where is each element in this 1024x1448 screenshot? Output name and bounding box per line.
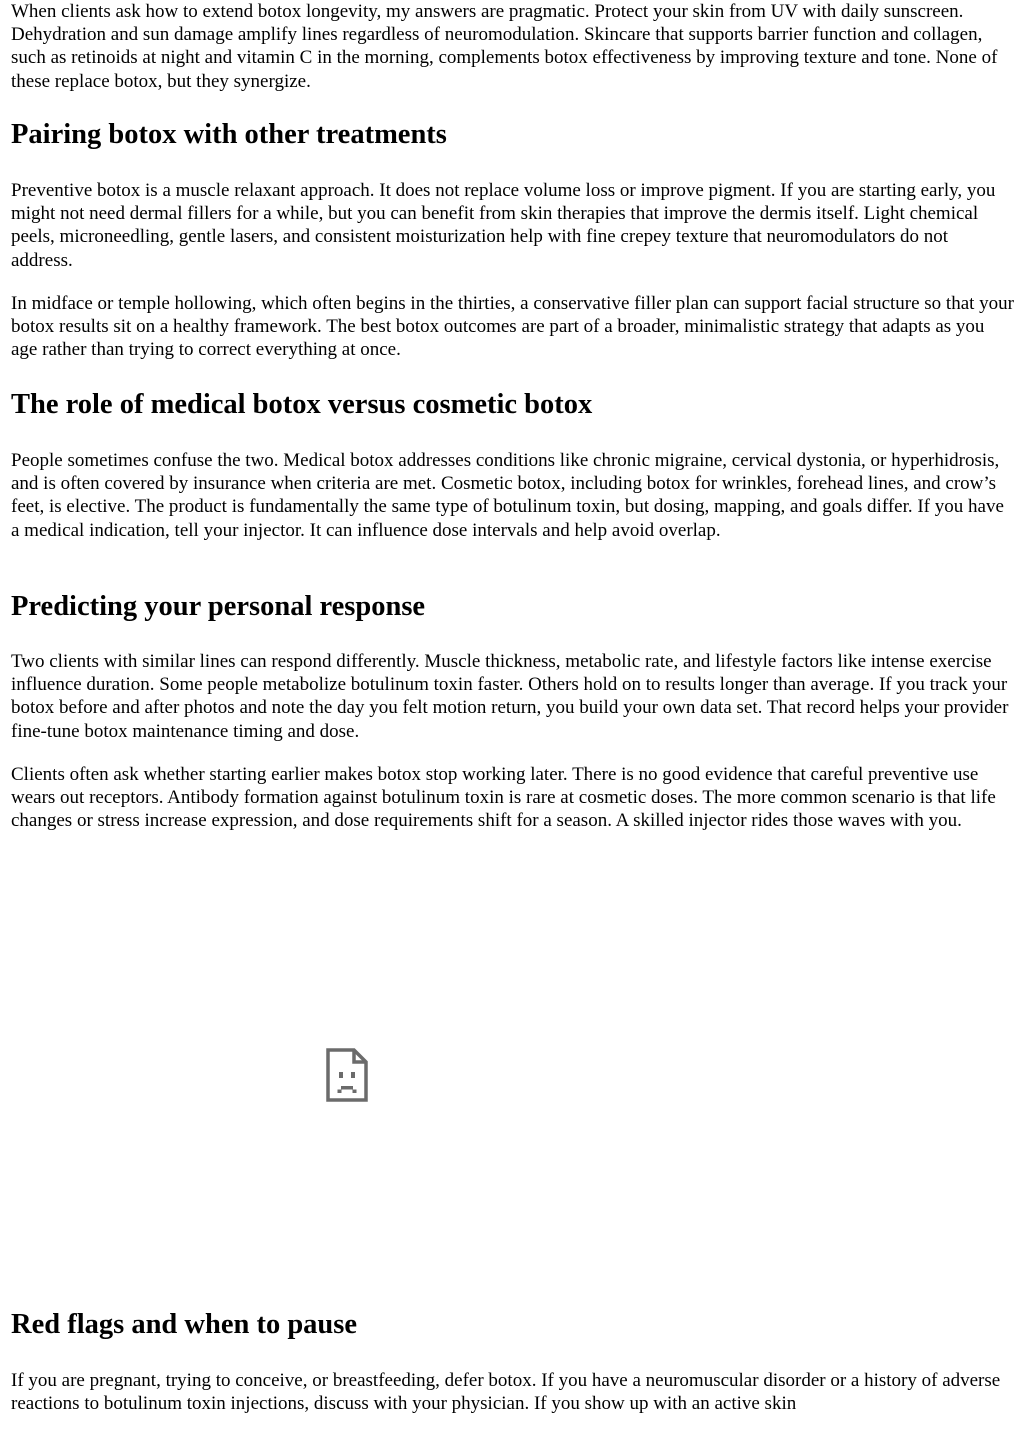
paragraph-longevity: When clients ask how to extend botox longevity, my answers are pragmatic. Protect your skin from UV with daily sunscreen. Dehydration and sun damage amplify lines regardless of neuromodulation. Skincare that supports barrier function and collagen, such as retinoids at night and vitamin C in the morning, complements botox effectiveness by improving texture and tone. None of these replace botox, but they synergize. <box>11 1 998 92</box>
broken-image-icon <box>320 1044 374 1106</box>
paragraph-predicting-1: Two clients with similar lines can respond differently. Muscle thickness, metabolic rate, and lifestyle factors like intense exercise influence duration. Some people metabolize botulinum toxin faster. Others hold on to results longer than average. If you track your botox before and after photos and note the day you felt motion return, you build your own data set. That record helps your provider fine-tune botox maintenance timing and dose. <box>11 651 1009 742</box>
heading-pairing-treatments: Pairing botox with other treatments <box>11 119 447 150</box>
paragraph-red-flags: If you are pregnant, trying to conceive, or breastfeeding, defer botox. If you have a neuromuscular disorder or a history of adverse reactions to botulinum toxin injections, discuss with your physician. If you show up with an active skin <box>11 1370 1001 1415</box>
paragraph-medical: People sometimes confuse the two. Medical botox addresses conditions like chronic migraine, cervical dystonia, or hyperhidrosis, and is often covered by insurance when criteria are met. Cosmetic botox, including botox for wrinkles, forehead lines, and crow’s feet, is elective. The product is fundamentally the same type of botulinum toxin, but dosing, mapping, and goals differ. If you have a medical indication, tell your injector. It can influence dose intervals and help avoid overlap. <box>11 450 1004 541</box>
heading-predicting-response: Predicting your personal response <box>11 591 426 622</box>
paragraph-predicting-2: Clients often ask whether starting earlier makes botox stop working later. There is no good evidence that careful preventive use wears out receptors. Antibody formation against botulinum toxin is rare at cosmetic doses. The more common scenario is that life changes or stress increase expression, and dose requirements shift for a season. A skilled injector rides those waves with you. <box>11 764 996 832</box>
paragraph-pairing-2: In midface or temple hollowing, which often begins in the thirties, a conservative filler plan can support facial structure so that your botox results sit on a healthy framework. The best botox outcomes are part of a broader, minimalistic strategy that adapts as you age rather than trying to correct everything at once. <box>11 293 1015 361</box>
heading-medical-vs-cosmetic: The role of medical botox versus cosmetic botox <box>11 389 593 420</box>
paragraph-pairing-1: Preventive botox is a muscle relaxant approach. It does not replace volume loss or improve pigment. If you are starting early, you might not need dermal fillers for a while, but you can benefit from skin therapies that improve the dermis itself. Light chemical peels, microneedling, gentle lasers, and consistent moisturization help with fine crepey texture that neuromodulators do not address. <box>11 180 996 271</box>
heading-red-flags: Red flags and when to pause <box>11 1309 358 1340</box>
